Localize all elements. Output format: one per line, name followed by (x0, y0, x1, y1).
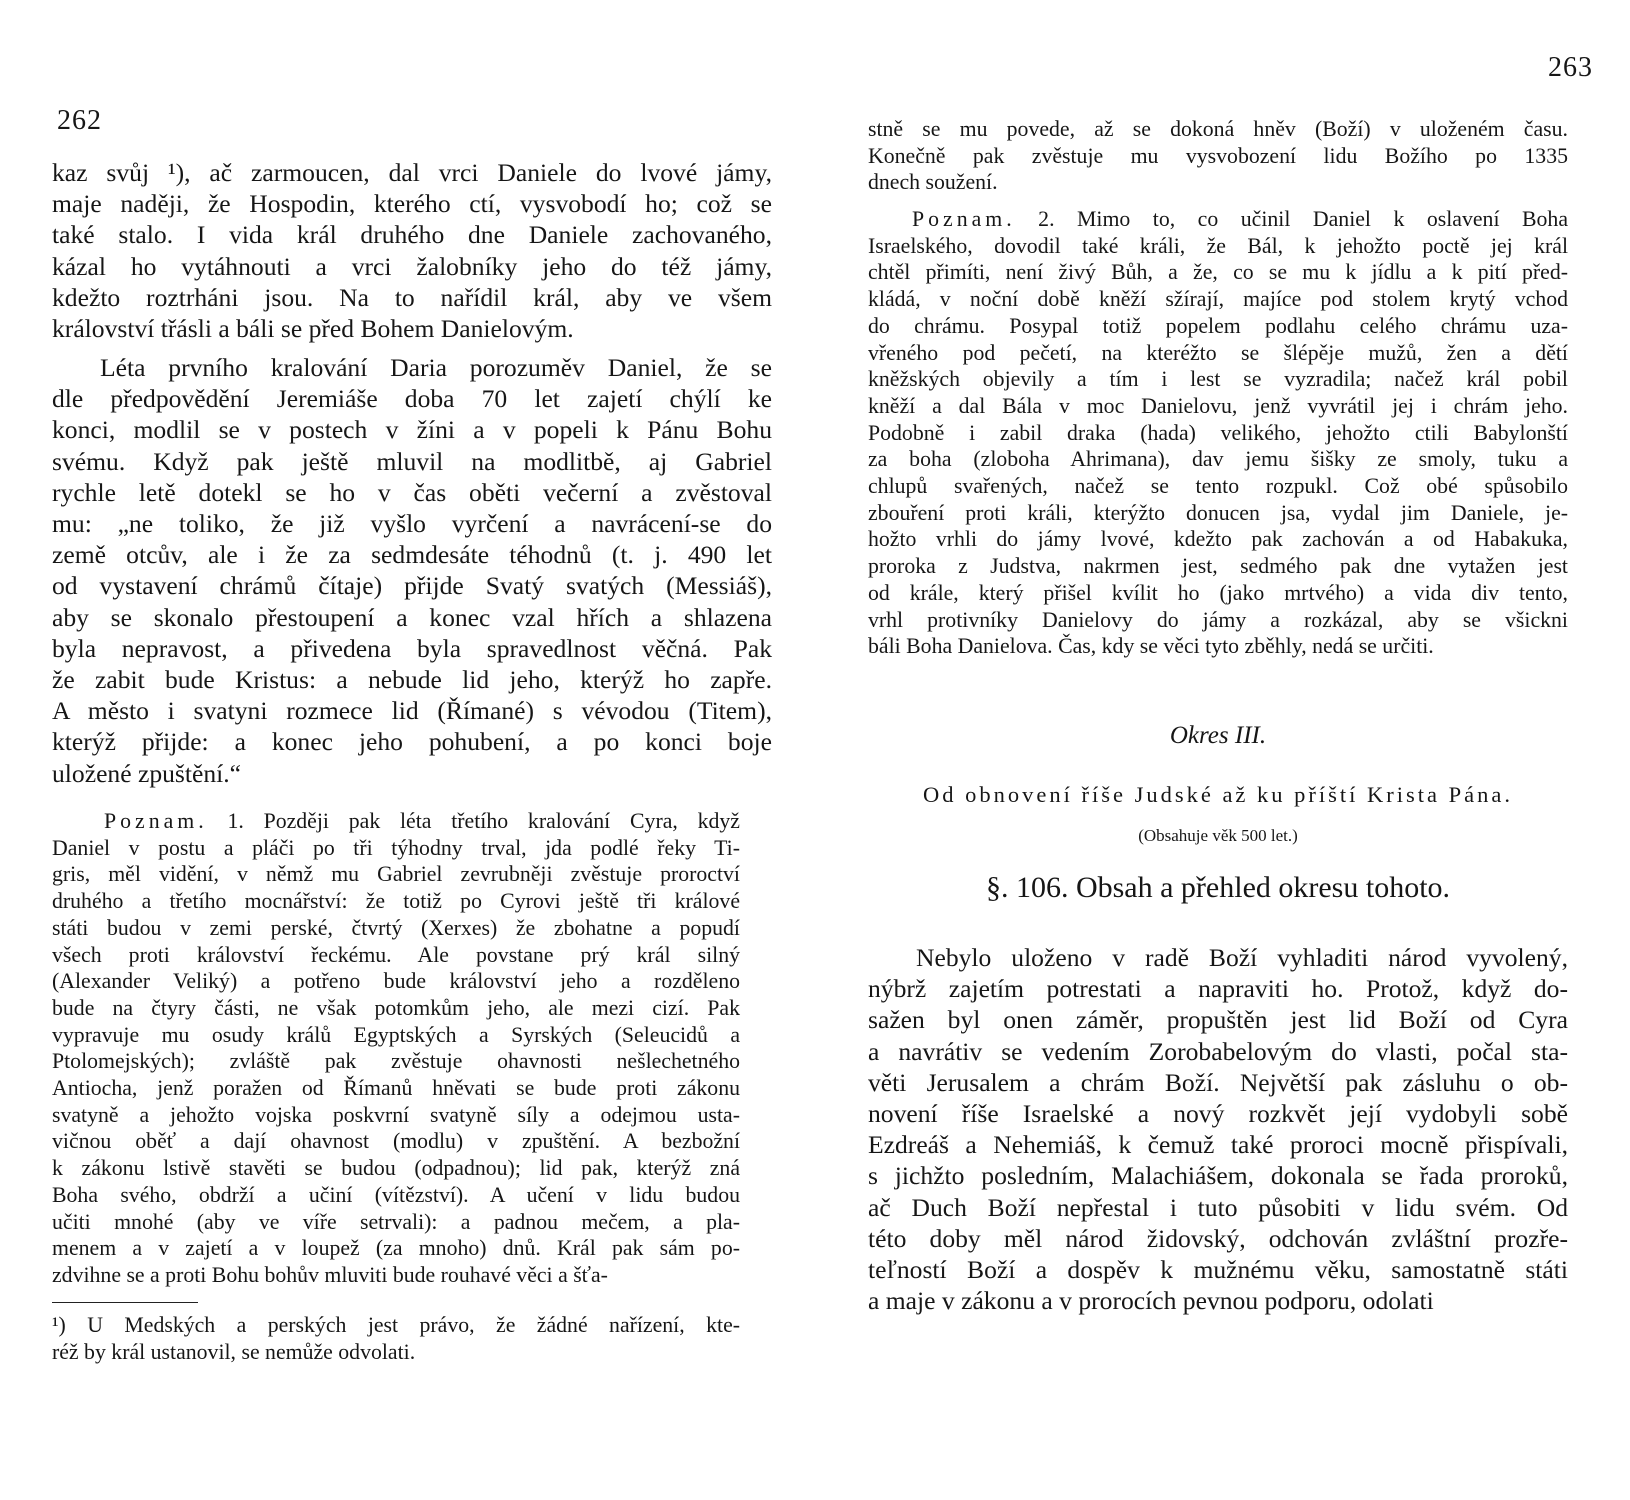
note-label: Poznam. (912, 207, 1016, 231)
text-line: země otcův, ale i že za sedmdesáte téhodnů (t. j. 490 let (52, 540, 772, 570)
text-line: kdežto roztrháni jsou. Na to nařídil král, aby ve všem (52, 282, 772, 312)
text-line: Daniel v postu a pláči po tři týhodny trval, jda podlé řeky Ti- (52, 835, 740, 860)
text-line: rychle letě dotekl se ho v čas oběti večerní a zvěstoval (52, 477, 772, 507)
text-line: A město i svatyni rozmece lid (Římané) s vévodou (Titem), (52, 696, 772, 726)
text-line: stně se mu povede, až se dokoná hněv (Boží) v uloženém času. (868, 117, 1568, 141)
text-line: menem a v zajetí a v loupež (za mnoho) dnů. Král pak sám po- (52, 1236, 740, 1261)
text-line: s jichžto posledním, Malachiášem, dokonala se řada proroků, (868, 1161, 1568, 1191)
text-line: vičnou oběť a dají ohavnost (modlu) v zpuštění. A bezbožní (52, 1129, 740, 1154)
text-line: konci, modlil se v postech v žíni a v popeli k Pánu Bohu (52, 415, 772, 445)
text-line: hožto vrhli do jámy lvové, kdežto pak zachován a od Habakuka, (868, 527, 1568, 552)
text-line: Léta prvního kralování Daria porozuměv Daniel, že se (100, 353, 772, 382)
text-line: aby se skonalo přestoupení a konec vzal hřích a shlazena (52, 602, 772, 632)
text-line: zdvihne se a proti Bohu bohův mluviti bude rouhavé věci a šťa- (52, 1262, 608, 1287)
text-line: kládá, v noční době kněží sžírají, majíce pod stolem krytý vchod (868, 287, 1568, 312)
text-line: ač Duch Boží nepřestal i tuto působiti v lidu svém. Od (868, 1192, 1568, 1222)
text-line: vrhl protivníky Danielovy do jámy a rozkázal, aby se všickni (868, 607, 1568, 632)
text-line: vypravuje mu osudy králů Egyptských a Syrských (Seleucidů a (52, 1022, 740, 1047)
text-line: maje naději, že Hospodin, kterého ctí, vysvobodí ho; což se (52, 189, 772, 219)
text-line: Boha svého, obdrží a učiní (vítězství). A učení v lidu budou (52, 1182, 740, 1207)
text-line: kněží a dal Bála v moc Danielovu, jenž vyvrátil jej i chrám jeho. (868, 393, 1568, 418)
text-line: vřeného pod pečetí, na kteréžto se šlépěje mužů, žen a dětí (868, 340, 1568, 365)
text-line: Konečně pak zvěstuje mu vysvobození lidu Božího po 1335 (868, 143, 1568, 168)
text-line: Israelského, dovodil také králi, že Bál, k jehožto poctě jej král (868, 233, 1568, 258)
page-number-right: 263 (1548, 52, 1593, 83)
text-line: učiti mnohé (aby ve víře setrvali): a padnou mečem, a pla- (52, 1209, 740, 1234)
text-line: království třásli a báli se před Bohem Danielovým. (52, 314, 574, 344)
text-line: kterýž přijde: a konec jeho pohubení, a po konci boje (52, 727, 772, 757)
text-line: ¹) U Medských a perských jest právo, že žádné nařízení, kte- (52, 1313, 740, 1337)
text-line-content: 2. Mimo to, co učinil Daniel k oslavení Boha (1038, 207, 1568, 231)
text-line: svému. Když pak ještě mluvil na modlitbě, aj Gabriel (52, 446, 772, 476)
text-line: chlupů svařených, načež se tento rozpukl. Což obé spůsobilo (868, 474, 1568, 499)
text-line: a navrátiv se vedením Zorobabelovým do vlasti, počal sta- (868, 1036, 1568, 1066)
page-number-left: 262 (57, 105, 102, 136)
text-line: věti Jerusalem a chrám Boží. Největší pak zásluhu o ob- (868, 1067, 1568, 1097)
text-line: Antiocha, jenž poražen od Římanů hněvati se bude proti zákonu (52, 1076, 740, 1101)
text-line: také stalo. I vida král druhého dne Daniele zachovaného, (52, 220, 772, 250)
text-line: a maje v zákonu a v prorocích pevnou podporu, odolati (868, 1286, 1434, 1316)
text-line: do chrámu. Posypal totiž popelem podlahu celého chrámu uza- (868, 313, 1568, 338)
text-line: svatyně a jehožto vojska poskvrní svatyně síly a odejmou usta- (52, 1102, 740, 1127)
text-line: nýbrž zajetím potrestati a napraviti ho. Protož, když do- (868, 974, 1568, 1004)
text-line: novení říše Israelské a nový rozkvět její vydobyli sobě (868, 1099, 1568, 1129)
text-line: byla nepravost, a přivedena byla spravedlnost věčná. Pak (52, 633, 772, 663)
text-line: za boha (zloboha Ahrimana), dav jemu šišky ze smoly, tuku a (868, 447, 1568, 472)
text-line: zbouření proti králi, kterýžto donucen jsa, vydal jim Daniele, je- (868, 500, 1568, 525)
text-line: uložené zpuštění.“ (52, 758, 242, 788)
text-line: kněžských objevily a tím i lest se vyzradila; načež král pobil (868, 367, 1568, 392)
text-line: báli Boha Danielova. Čas, kdy se věci tyto zběhly, nedá se určiti. (868, 634, 1434, 659)
text-line: dle předpovědění Jeremiáše doba 70 let zajetí chýlí ke (52, 384, 772, 414)
note-2 (868, 206, 1568, 660)
text-line: všech proti království řeckému. Ale povstane prý král silný (52, 942, 740, 967)
text-line: sažen byl onen záměr, propuštěn jest lid Boží od Cyra (868, 1005, 1568, 1035)
text-line: réž by král ustanovil, se nemůže odvolati. (52, 1339, 416, 1364)
note-1-continuation (868, 116, 1568, 196)
note-label: Poznam. (104, 809, 208, 833)
text-line: k zákonu lstivě stavěti se budou (odpadnou); lid pak, kterýž zná (52, 1156, 740, 1181)
text-line: od krále, který přišel kvílit ho (jako mrtvého) a vida div tento, (868, 580, 1568, 605)
okres-note: (Obsahuje věk 500 let.) (1138, 826, 1298, 845)
left-paragraph-2 (52, 352, 772, 789)
text-line (52, 808, 740, 835)
text-line: chtěl přimíti, není živý Bůh, a že, co se mu k jídlu a k pití před- (868, 260, 1568, 285)
note-1 (52, 808, 740, 1289)
text-line-content: 1. Později pak léta třetího kralování Cyra, když (227, 809, 740, 833)
text-line: Nebylo uloženo v radě Boží vyhladiti národ vyvolený, (916, 943, 1568, 972)
text-line: že zabit bude Kristus: a nebude lid jeho, kterýž ho zapře. (52, 665, 772, 695)
left-main-paragraph (52, 157, 772, 344)
text-line: bude na čtyry části, ne však potomkům jeho, ale mezi cizí. Pak (52, 995, 740, 1020)
text-line (868, 206, 1568, 233)
section-heading: §. 106. Obsah a přehled okresu tohoto. (985, 871, 1451, 904)
text-line: druhého a třetího mocnářství: že totiž po Cyrovi ještě tři králové (52, 889, 740, 914)
text-line: od vystavení chrámů čítaje) přijde Svatý svatých (Messiáš), (52, 571, 772, 601)
text-line: teľností Boží a dospěv k mužnému věku, samostatně státi (868, 1255, 1568, 1285)
text-line: kázal ho vytáhnouti a vrci žalobníky jeho do též jámy, (52, 251, 772, 281)
text-line: kaz svůj ¹), ač zarmoucen, dal vrci Daniele do lvové jámy, (52, 158, 772, 187)
text-line: dnech soužení. (868, 170, 998, 195)
footnote-divider (52, 1302, 198, 1303)
text-line: (Alexander Veliký) a potřeno bude království jeho a rozděleno (52, 969, 740, 994)
text-line: Ptolomejských); zvláště pak zvěstuje ohavnosti nešlechetného (52, 1049, 740, 1074)
text-line: Podobně i zabil draka (hada) velikého, jehožto ctili Babylonští (868, 420, 1568, 445)
okres-title: Okres III. (1169, 722, 1267, 749)
text-line: mu: „ne toliko, že již vyšlo vyrčení a navrácení-se do (52, 509, 772, 539)
okres-subtitle: Od obnovení říše Judské až ku příští Krista Pána. (922, 782, 1514, 807)
text-line: této doby měl národ židovský, odchován zvláštní prozře- (868, 1223, 1568, 1253)
text-line: gris, měl vidění, v němž mu Gabriel zevrubněji zvěstuje proroctví (52, 862, 740, 887)
footnote (52, 1312, 740, 1365)
text-line: proroka z Judstva, nakrmen jest, sedmého pak dne vytažen jest (868, 554, 1568, 579)
text-line: státi budou v zemi perské, čtvrtý (Xerxes) že zbohatne a popudí (52, 915, 740, 940)
section-paragraph (868, 942, 1568, 1316)
text-line: Ezdreáš a Nehemiáš, k čemuž také proroci mocně přispívali, (868, 1130, 1568, 1160)
